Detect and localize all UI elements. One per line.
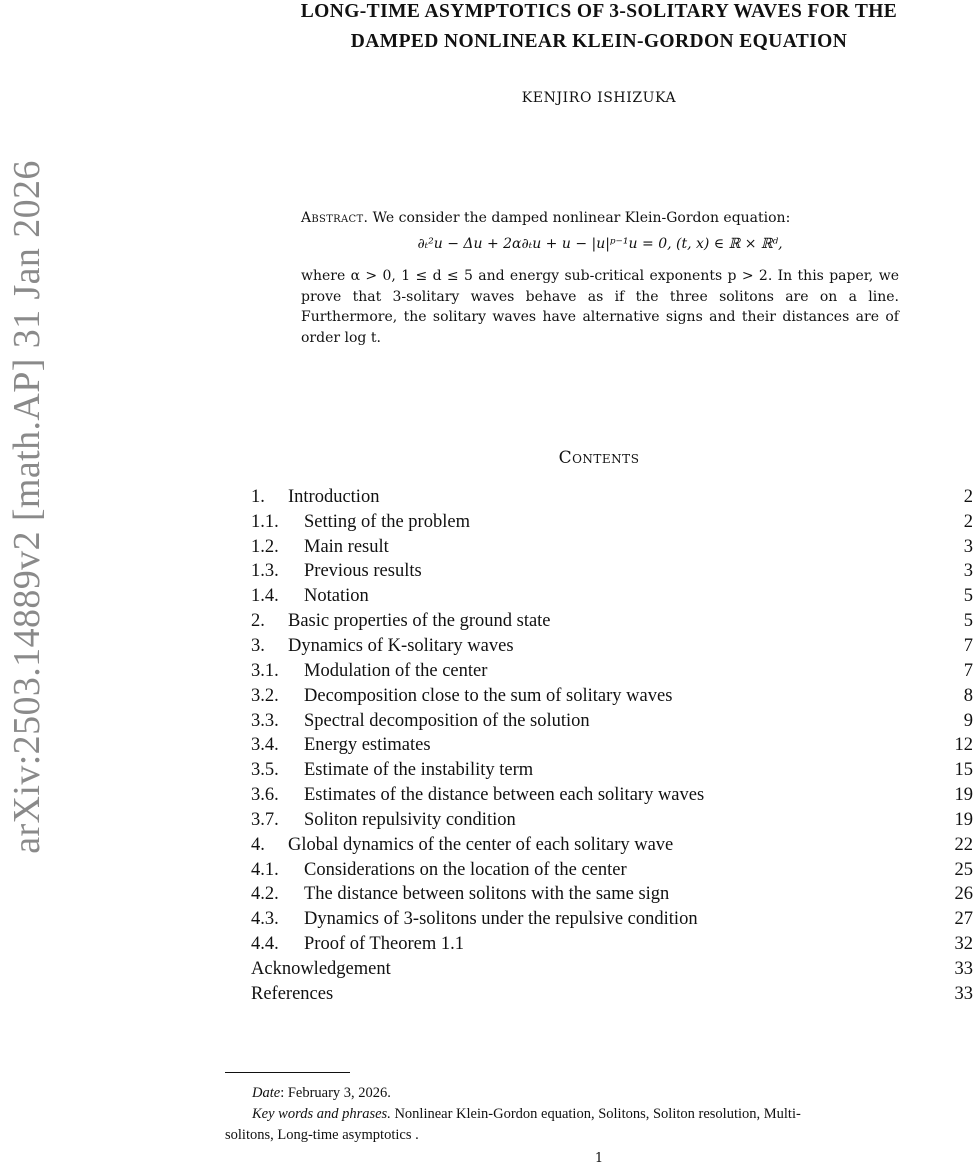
contents-heading: Contents [225, 448, 973, 468]
toc-entry-number: 1.4. [251, 586, 304, 607]
toc-entry-page: 19 [955, 785, 973, 806]
toc-entry-title: Soliton repulsivity condition [304, 810, 516, 831]
toc-entry-page: 3 [964, 561, 973, 582]
toc-entry[interactable] [251, 783, 973, 808]
toc-entry[interactable] [251, 833, 973, 858]
toc-entry-number: 1. [251, 487, 288, 508]
toc-entry-title: Estimate of the instability term [304, 760, 533, 781]
toc-entry[interactable] [251, 535, 973, 560]
toc-entry[interactable] [251, 982, 973, 1007]
toc-entry-title: Introduction [288, 487, 379, 508]
toc-entry-number: 3.4. [251, 735, 304, 756]
toc-entry-page: 33 [955, 959, 973, 980]
arxiv-identifier: arXiv:2503.14889v2 [math.AP] 31 Jan 2026 [5, 160, 49, 854]
toc-entry-title: Setting of the problem [304, 512, 470, 533]
toc-entry[interactable] [251, 659, 973, 684]
keywords-line-2: solitons, Long-time asymptotics . [225, 1125, 973, 1146]
toc-entry[interactable] [251, 932, 973, 957]
toc-entry-page: 27 [955, 909, 973, 930]
toc-entry-title: The distance between solitons with the same sign [304, 884, 669, 905]
toc-entry-number: 4.1. [251, 860, 304, 881]
toc-entry-number: 3.6. [251, 785, 304, 806]
toc-entry[interactable] [251, 684, 973, 709]
toc-entry-title: Global dynamics of the center of each solitary wave [288, 835, 673, 856]
toc-entry-page: 5 [964, 586, 973, 607]
toc-entry-page: 7 [964, 636, 973, 657]
toc-entry-number: 3.2. [251, 686, 304, 707]
toc-entry-number: 4.3. [251, 909, 304, 930]
toc-entry-title: Considerations on the location of the center [304, 860, 627, 881]
toc-entry-number: 3.5. [251, 760, 304, 781]
toc-entry-number: 1.1. [251, 512, 304, 533]
footnote-rule [225, 1072, 350, 1073]
toc-entry-title: Estimates of the distance between each solitary waves [304, 785, 704, 806]
abstract-equation: ∂ₜ²u − Δu + 2α∂ₜu + u − |u|ᵖ⁻¹u = 0, (t, x) ∈ ℝ × ℝᵈ, [301, 236, 899, 252]
toc-entry[interactable] [251, 510, 973, 535]
toc-entry-number: 3.1. [251, 661, 304, 682]
keywords-line-1: Nonlinear Klein-Gordon equation, Solitons, Soliton resolution, Multi- [394, 1106, 800, 1122]
toc-entry-number: 3.7. [251, 810, 304, 831]
toc-entry-page: 32 [955, 934, 973, 955]
toc-entry-page: 19 [955, 810, 973, 831]
toc-entry-page: 7 [964, 661, 973, 682]
date-value: : February 3, 2026. [280, 1085, 391, 1101]
toc-entry-title: Main result [304, 537, 389, 558]
toc-entry-page: 2 [964, 487, 973, 508]
toc-entry-number: 1.2. [251, 537, 304, 558]
toc-entry[interactable] [251, 609, 973, 634]
toc-entry-page: 12 [955, 735, 973, 756]
arxiv-sidebar-stamp [4, 125, 50, 889]
toc-entry-title: Notation [304, 586, 369, 607]
toc-entry-page: 9 [964, 711, 973, 732]
toc-entry[interactable] [251, 709, 973, 734]
toc-entry-title: References [251, 984, 333, 1005]
toc-entry-page: 3 [964, 537, 973, 558]
toc-entry[interactable] [251, 957, 973, 982]
toc-entry[interactable] [251, 758, 973, 783]
toc-entry-title: Dynamics of K-solitary waves [288, 636, 514, 657]
toc-entry-page: 22 [955, 835, 973, 856]
toc-entry[interactable] [251, 584, 973, 609]
toc-entry[interactable] [251, 858, 973, 883]
abstract-heading: Abstract. [301, 210, 368, 226]
title-line-2: DAMPED NONLINEAR KLEIN-GORDON EQUATION [225, 27, 973, 57]
toc-entry-number: 4.2. [251, 884, 304, 905]
footnote-date [225, 1083, 973, 1104]
toc-entry-title: Energy estimates [304, 735, 431, 756]
abstract-intro [301, 208, 899, 229]
paper-title [225, 0, 973, 57]
toc-entry[interactable] [251, 808, 973, 833]
author-name: KENJIRO ISHIZUKA [225, 90, 973, 106]
toc-entry-page: 15 [955, 760, 973, 781]
toc-entry[interactable] [251, 883, 973, 908]
toc-entry-number: 2. [251, 611, 288, 632]
toc-entry-title: Acknowledgement [251, 959, 391, 980]
toc-entry-title: Basic properties of the ground state [288, 611, 551, 632]
toc-entry-title: Decomposition close to the sum of solitary waves [304, 686, 672, 707]
title-line-1: LONG-TIME ASYMPTOTICS OF 3-SOLITARY WAVES FOR THE [225, 0, 973, 27]
toc-entry-title: Previous results [304, 561, 422, 582]
toc-entry[interactable] [251, 634, 973, 659]
toc-entry-title: Proof of Theorem 1.1 [304, 934, 464, 955]
toc-entry[interactable] [251, 907, 973, 932]
toc-entry-number: 3.3. [251, 711, 304, 732]
abstract-intro-text: We consider the damped nonlinear Klein-Gordon equation: [373, 210, 791, 226]
toc-entry[interactable] [251, 733, 973, 758]
toc-entry-page: 26 [955, 884, 973, 905]
toc-entry-number: 4. [251, 835, 288, 856]
toc-entry-page: 25 [955, 860, 973, 881]
toc-entry-page: 33 [955, 984, 973, 1005]
date-label: Date [252, 1085, 280, 1101]
toc-entry-title: Modulation of the center [304, 661, 487, 682]
toc-entry-page: 5 [964, 611, 973, 632]
page-number: 1 [225, 1151, 973, 1166]
abstract-body: where α > 0, 1 ≤ d ≤ 5 and energy sub-critical exponents p > 2. In this paper, we prove that 3-solitary waves behave as if the three solitons are on a line. Furthermore, the solitary waves have alternative signs and their distances are of order log t. [301, 266, 899, 348]
toc-entry-page: 2 [964, 512, 973, 533]
toc-entry-title: Dynamics of 3-solitons under the repulsive condition [304, 909, 698, 930]
footnotes [225, 1083, 973, 1146]
toc-entry-number: 3. [251, 636, 288, 657]
toc-entry-number: 4.4. [251, 934, 304, 955]
toc-entry-title: Spectral decomposition of the solution [304, 711, 590, 732]
toc-entry[interactable] [251, 560, 973, 585]
toc-entry-page: 8 [964, 686, 973, 707]
table-of-contents [251, 485, 973, 1007]
keywords-label: Key words and phrases. [252, 1106, 391, 1122]
toc-entry[interactable] [251, 485, 973, 510]
toc-entry-number: 1.3. [251, 561, 304, 582]
footnote-keywords [225, 1104, 973, 1125]
